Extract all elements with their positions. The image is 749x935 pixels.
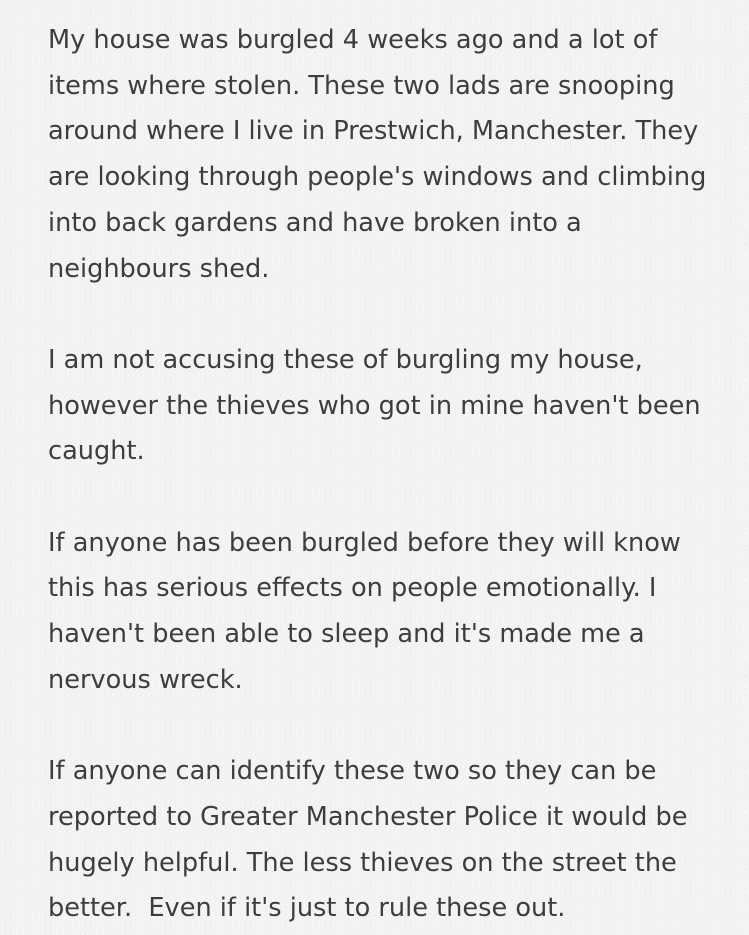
paragraph-emotional-effects: If anyone has been burgled before they will know this has serious effects on people emotionally. I haven't been able to sleep and it's made me a nervous wreck.: [48, 527, 689, 695]
paragraph-identify-request: If anyone can identify these two so they can be reported to Greater Manchester Police it would be hugely helpful. The less thieves on the street the better. Even if it's just to rule these out.: [48, 756, 696, 924]
note-body: [48, 18, 728, 932]
paragraph-burglary-report: My house was burgled 4 weeks ago and a lot of items where stolen. These two lads are snooping around where I live in Prestwich, Manchester. They are looking through people's windows and climbing into back gardens and have broken into a neighbours shed.: [48, 25, 715, 284]
paragraph-not-accusing: I am not accusing these of burgling my house, however the thieves who got in mine haven't been caught.: [48, 344, 709, 467]
